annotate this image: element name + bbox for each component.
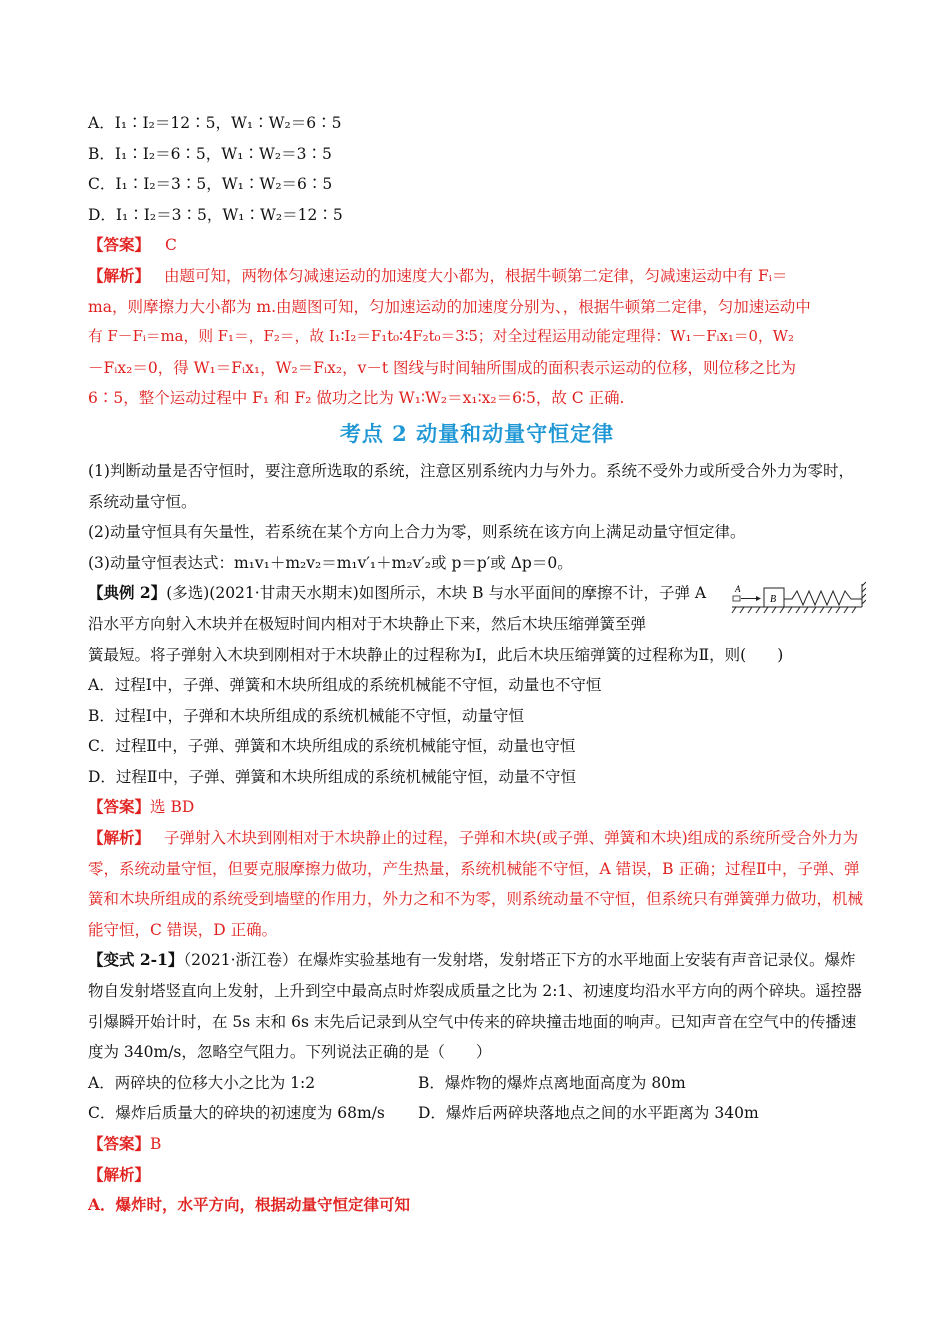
q1-analysis-line-3: 有 F－Fᵢ＝ma，则 F₁＝，F₂＝，故 I₁∶I₂＝F₁t₀∶4F₂t₀＝3∶5；对全过程运用动能定理得：W₁－Fᵢx₁＝0，W₂: [88, 328, 794, 346]
q1-analysis-tag: 【解析】: [88, 265, 151, 285]
q1-options: [88, 108, 866, 230]
q1-option-b: B．I₁∶I₂＝6∶5，W₁∶W₂＝3∶5: [88, 144, 332, 163]
bullet-block-spring-diagram: [730, 580, 866, 616]
example-2-stem-part2: 簧最短。将子弹射入木块到刚相对于木块静止的过程称为Ⅰ，此后木块压缩弹簧的过程称为Ⅱ，则( ): [88, 645, 784, 664]
variant-2-1-options-row-2: [88, 1098, 866, 1129]
example-2-analysis: [88, 823, 866, 945]
variant-2-1-analysis-first: A．爆炸时，水平方向，根据动量守恒定律可知: [88, 1195, 411, 1215]
variant-2-1-option-d: D．爆炸后两碎块落地点之间的水平距离为 340m: [418, 1104, 759, 1123]
example-2-option-a: A．过程Ⅰ中，子弹、弹簧和木块所组成的系统机械能不守恒，动量也不守恒: [88, 676, 602, 695]
variant-2-1-analysis-tag-line: [88, 1160, 866, 1191]
example-2-options: [88, 670, 866, 792]
q1-option-c: C．I₁∶I₂＝3∶5，W₁∶W₂＝6∶5: [88, 175, 333, 194]
variant-2-1-answer: [88, 1129, 866, 1160]
section-points: [88, 456, 866, 578]
example-2-stem-text: (多选)(2021·甘肃天水期末)如图所示，木块 B 与水平面间的摩擦不计，子弹 A 沿水平方向射入木块并在极短时间内相对于木块静止下来，然后木块压缩弹簧至弹: [88, 584, 707, 633]
variant-2-1-option-b: B．爆炸物的爆炸点离地面高度为 80m: [418, 1073, 686, 1092]
section-title: 考点 2 动量和动量守恒定律: [339, 420, 615, 446]
spring: [784, 591, 862, 605]
example-2-option-d: D．过程Ⅱ中，子弹、弹簧和木块所组成的系统机械能守恒，动量不守恒: [88, 767, 576, 786]
q1-answer-tag: 【答案】: [88, 235, 151, 255]
variant-2-1-analysis-tag: 【解析】: [88, 1164, 151, 1184]
example-2-analysis-tag: 【解析】: [88, 828, 151, 848]
example-2-answer-tag: 【答案】: [88, 797, 151, 817]
q1-analysis-line-5: 6∶5，整个运动过程中 F₁ 和 F₂ 做功之比为 W₁∶W₂＝x₁∶x₂＝6∶5，故 C 正确.: [88, 389, 625, 408]
q1-answer-value: C: [164, 236, 177, 255]
example-2-answer: [88, 792, 866, 823]
example-2-tag: 【典例 2】: [88, 583, 167, 603]
variant-2-1-text: （2021·浙江卷）在爆炸实验基地有一发射塔，发射塔正下方的水平地面上安装有声音记录仪。爆炸物自发射塔竖直向上发射，上升到空中最高点时炸裂成质量之比为 2:1、初速度均沿水平方向的两个碎块。遥控器引爆瞬开始计时，在 5s 末和 6s 末先后记录到从空气中传来的碎块撞击地面的响声。已知声音在空气中的传播速度为 340m/s，忽略空气阻力。下列说法正确的是（ ）: [88, 951, 862, 1062]
example-2-option-c: C．过程Ⅱ中，子弹、弹簧和木块所组成的系统机械能守恒，动量也守恒: [88, 737, 576, 756]
block-b-label: B: [770, 594, 777, 606]
example-2: [88, 578, 866, 670]
bullet-a: [733, 596, 740, 601]
variant-2-1-tag: 【变式 2-1】: [88, 950, 184, 970]
variant-2-1-stem: [88, 945, 866, 1067]
bullet-a-label: A: [735, 584, 741, 595]
q1-analysis: [88, 261, 866, 414]
variant-2-1-answer-tag: 【答案】: [88, 1134, 151, 1153]
q1-analysis-line-1: 由题可知，两物体匀减速运动的加速度大小都为，根据牛顿第二定律，匀减速运动中有 Fᵢ＝: [164, 266, 788, 285]
section-point-2: (2)动量守恒具有矢量性，若系统在某个方向上合力为零，则系统在该方向上满足动量守恒定律。: [88, 523, 746, 542]
variant-2-1-option-c: C．爆炸后质量大的碎块的初速度为 68m/s: [88, 1104, 385, 1123]
q1-option-d: D．I₁∶I₂＝3∶5，W₁∶W₂＝12∶5: [88, 205, 343, 224]
example-2-analysis-text: 子弹射入木块到刚相对于木块静止的过程，子弹和木块(或子弹、弹簧和木块)组成的系统所受合外力为零，系统动量守恒，但要克服摩擦力做功，产生热量，系统机械能不守恒，A 错误，B 正确；过程Ⅱ中，子弹、弹簧和木块所组成的系统受到墙壁的作用力，外力之和不为零，则系统动量不守恒，但系统只有弹簧弹力做功，机械能守恒，C 错误，D 正确。: [88, 829, 864, 939]
variant-2-1-option-a: A．两碎块的位移大小之比为 1:2: [88, 1073, 316, 1092]
q1-analysis-line-2: ma，则摩擦力大小都为 m.由题图可知，匀加速运动的加速度分别为、，根据牛顿第二定律，匀加速运动中: [88, 297, 811, 316]
wall: [862, 582, 866, 607]
q1-analysis-line-4: －Fᵢx₂＝0，得 W₁＝Fᵢx₁，W₂＝Fᵢx₂，v－t 图线与时间轴所围成的面积表示运动的位移，则位移之比为: [88, 358, 796, 377]
example-2-option-b: B．过程Ⅰ中，子弹和木块所组成的系统机械能不守恒，动量守恒: [88, 706, 525, 725]
variant-2-1-answer-value: B: [150, 1135, 162, 1153]
variant-2-1-options: [88, 1068, 866, 1129]
section-point-3: (3)动量守恒表达式：m₁v₁＋m₂v₂＝m₁v′₁＋m₂v′₂或 p＝p′或 Δp＝0。: [88, 553, 573, 572]
example-2-answer-value: 选 BD: [150, 798, 195, 817]
arrow-head: [756, 596, 761, 601]
document-page: [88, 108, 866, 1221]
variant-2-1-options-row-1: [88, 1068, 866, 1099]
q1-answer: [88, 230, 866, 261]
section-point-1: (1)判断动量是否守恒时，要注意所选取的系统，注意区别系统内力与外力。系统不受外力或所受合外力为零时，系统动量守恒。: [88, 461, 854, 511]
q1-option-a: A．I₁∶I₂＝12∶5，W₁∶W₂＝6∶5: [88, 114, 342, 132]
ground-hatch: [732, 607, 862, 613]
